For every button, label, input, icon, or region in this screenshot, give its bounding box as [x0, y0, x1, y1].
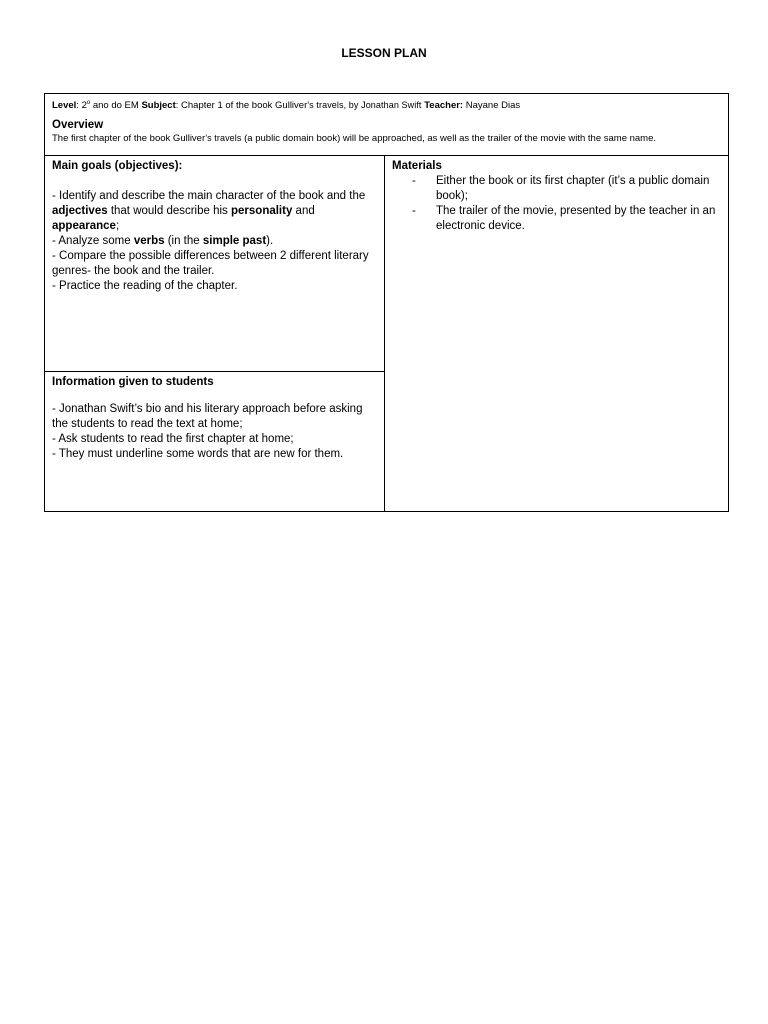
overview-text-small: ’s travels: [205, 133, 242, 144]
level-value-prefix: : 2: [76, 100, 87, 112]
meta-line: [52, 97, 721, 112]
list-dash: -: [412, 205, 416, 217]
materials-item: [392, 174, 721, 204]
goal-item: - Compare the possible differences between 2 different literary genres- the book and the trailer.: [52, 250, 369, 277]
goal-emphasis: simple past: [202, 235, 267, 247]
goal-text: - Analyze some: [52, 235, 134, 247]
goal-item: [52, 234, 377, 249]
goal-text: ).: [266, 235, 274, 247]
subject-label: Subject: [141, 100, 176, 112]
list-dash: -: [412, 175, 416, 187]
materials-heading: Materials: [392, 160, 442, 172]
materials-cell: [385, 156, 728, 511]
goal-text: (in the: [164, 235, 203, 247]
teacher-label: Teacher:: [424, 100, 464, 112]
level-value-suffix: ano do EM: [90, 100, 142, 112]
overview-text: [52, 132, 721, 145]
materials-item: [392, 204, 721, 234]
info-item: - Jonathan Swift’s bio and his literary approach before asking the students to read the text at home;: [52, 403, 363, 430]
goal-emphasis: adjectives: [52, 205, 108, 217]
level-label: Level: [52, 100, 77, 112]
overview-heading: Overview: [52, 119, 104, 132]
goal-text: ;: [115, 220, 120, 232]
info-heading: Information given to students: [52, 376, 214, 388]
info-cell: [45, 372, 385, 511]
overview-text-part2: (a public domain book) will be approached, as well as the trailer of the movie with the same name.: [241, 133, 657, 145]
goal-emphasis: appearance: [52, 220, 116, 232]
goal-item: - Practice the reading of the chapter.: [52, 280, 238, 292]
lesson-plan-table: [44, 93, 729, 512]
goal-emphasis: personality: [231, 205, 293, 217]
goals-cell: [45, 156, 385, 372]
header-row: [45, 94, 728, 156]
subject-value: : Chapter 1 of the book Gulliver: [175, 100, 308, 112]
info-item: - They must underline some words that are new for them.: [52, 448, 344, 460]
overview-text-part1: The first chapter of the book Gulliver: [52, 133, 206, 145]
level-superscript: o: [86, 100, 91, 106]
info-item: - Ask students to read the first chapter at home;: [52, 433, 294, 445]
materials-item-text: The trailer of the movie, presented by the teacher in an electronic device.: [436, 205, 716, 232]
goal-emphasis: verbs: [133, 235, 165, 247]
materials-item-text: Either the book or its first chapter (it’s a public domain book);: [436, 175, 710, 202]
materials-list: [392, 174, 721, 234]
goal-text: and: [292, 205, 315, 217]
subject-value-small: ’s travels, by Jonathan Swift: [307, 100, 422, 111]
teacher-value: Nayane Dias: [463, 100, 521, 112]
goals-heading: Main goals (objectives):: [52, 160, 183, 172]
goal-item: [52, 189, 377, 234]
goal-text: - Identify and describe the main character of the book and the: [52, 190, 366, 202]
goal-text: that would describe his: [107, 205, 231, 217]
document-title: LESSON PLAN: [341, 46, 427, 60]
